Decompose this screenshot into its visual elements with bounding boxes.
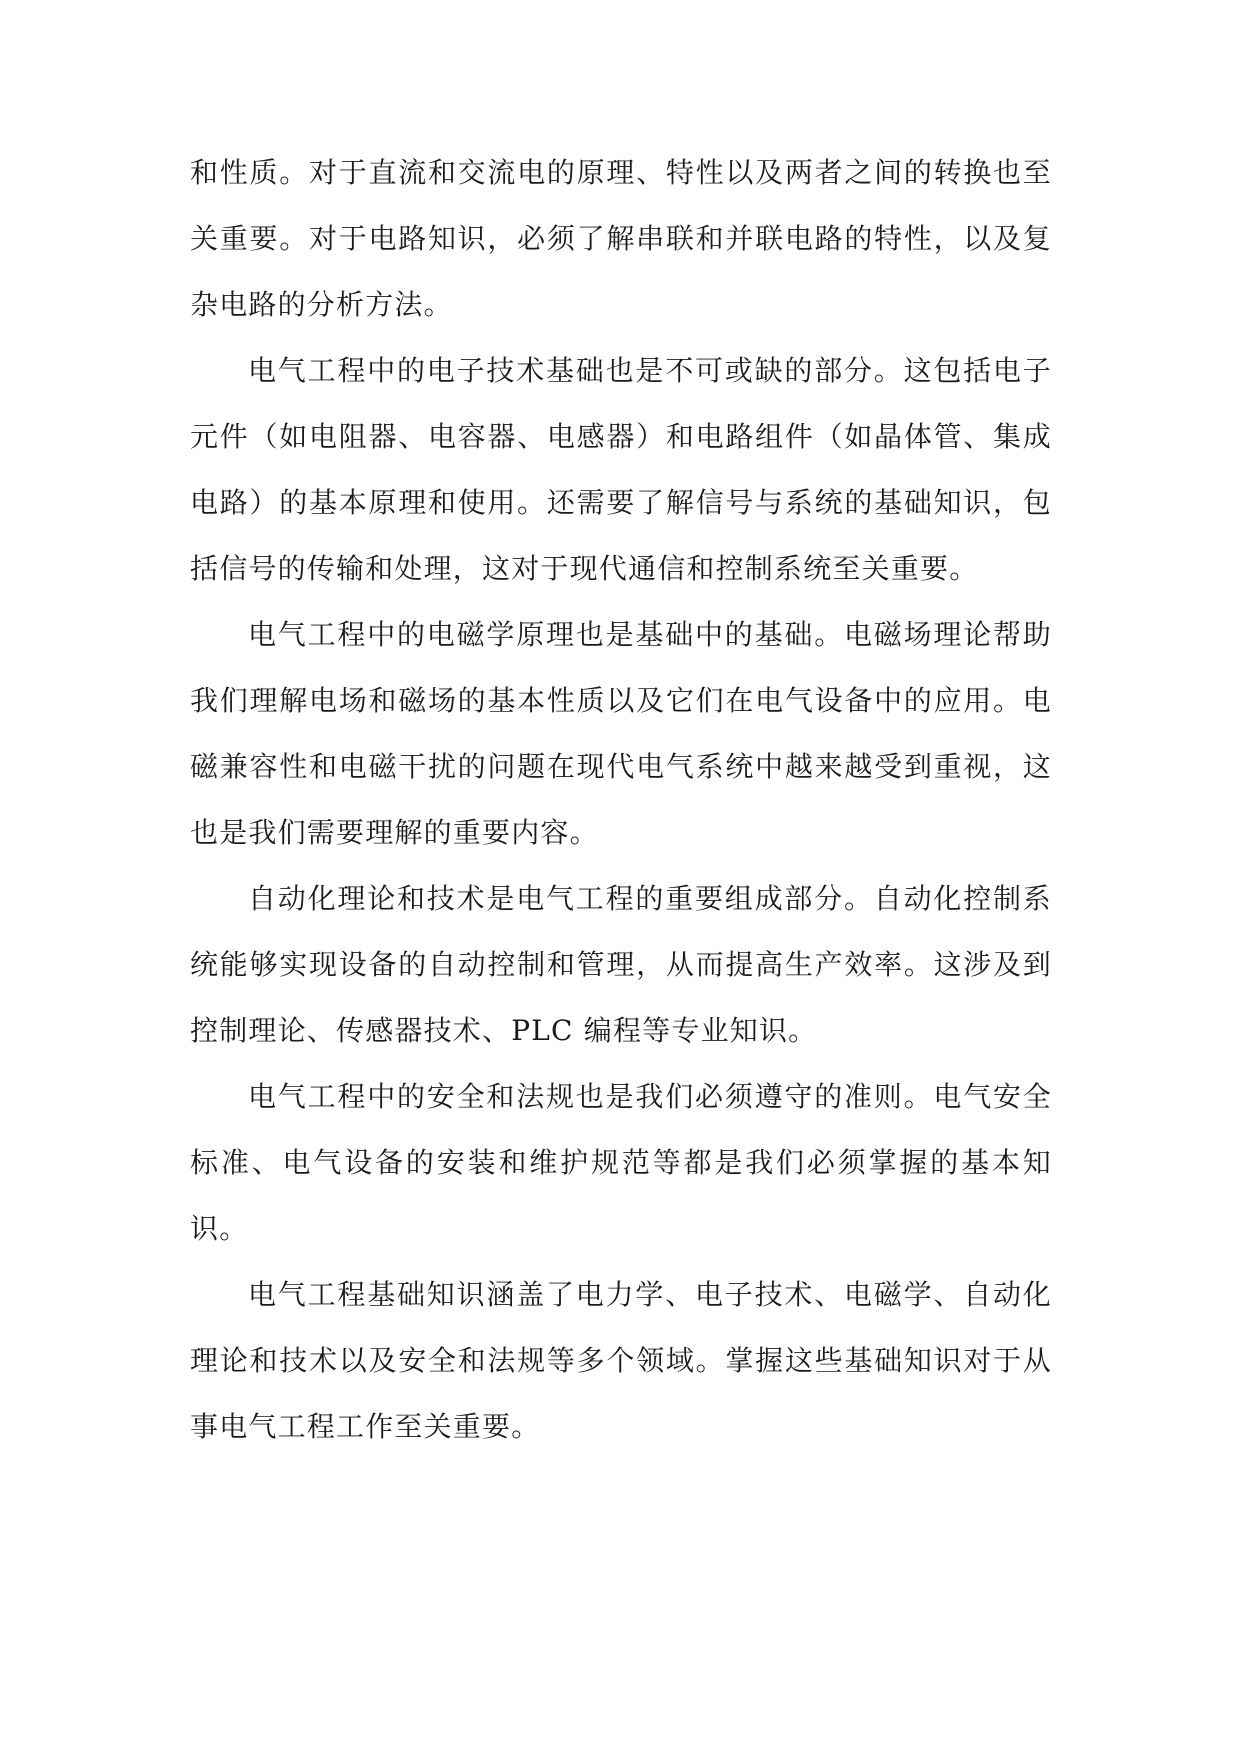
paragraph-summary: 电气工程基础知识涵盖了电力学、电子技术、电磁学、自动化理论和技术以及安全和法规等多个领域。掌握这些基础知识对于从事电气工程工作至关重要。 — [190, 1278, 1052, 1443]
paragraph-automation: 自动化理论和技术是电气工程的重要组成部分。自动化控制系统能够实现设备的自动控制和管理，从而提高生产效率。这涉及到控制理论、传感器技术、PLC 编程等专业知识。 — [190, 882, 1052, 1047]
paragraph-electronics: 电气工程中的电子技术基础也是不可或缺的部分。这包括电子元件（如电阻器、电容器、电感器）和电路组件（如晶体管、集成电路）的基本原理和使用。还需要了解信号与系统的基础知识，包括信号的传输和处理，这对于现代通信和控制系统至关重要。 — [190, 354, 1052, 585]
paragraph-continuation: 和性质。对于直流和交流电的原理、特性以及两者之间的转换也至关重要。对于电路知识，必须了解串联和并联电路的特性，以及复杂电路的分析方法。 — [190, 156, 1052, 321]
paragraph-safety: 电气工程中的安全和法规也是我们必须遵守的准则。电气安全标准、电气设备的安装和维护规范等都是我们必须掌握的基本知识。 — [190, 1080, 1052, 1245]
paragraph-electromagnetism: 电气工程中的电磁学原理也是基础中的基础。电磁场理论帮助我们理解电场和磁场的基本性质以及它们在电气设备中的应用。电磁兼容性和电磁干扰的问题在现代电气系统中越来越受到重视，这也是我们需要理解的重要内容。 — [190, 618, 1052, 849]
document-body — [190, 140, 1052, 1460]
